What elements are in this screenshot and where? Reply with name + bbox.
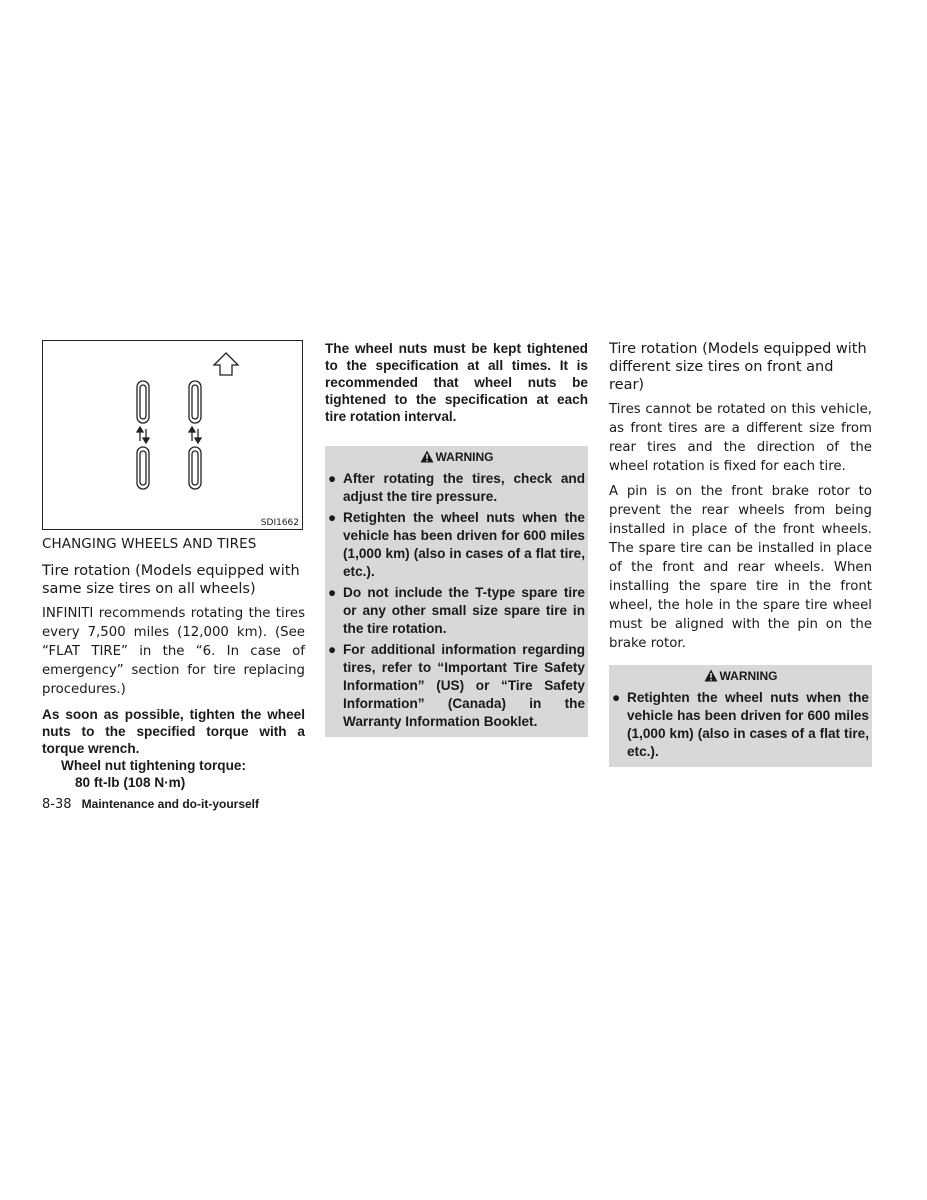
warning-box (325, 446, 588, 737)
tire-rotation-diagram (43, 341, 302, 529)
brake-rotor-pin-text: A pin is on the front brake rotor to prevent the rear wheels from being installed in place of the front wheels. The spare tire can be installed in place of the front and rear wheels. When installing the spare tire in the front wheel, the hole in the spare tire wheel must be aligned with the pin on the brake rotor. (609, 484, 872, 651)
warning-item: ● Do not include the T-type spare tire or any other small size spare tire in the tire rotation. (328, 585, 585, 636)
torque-label: Wheel nut tightening torque: (61, 758, 246, 773)
page-footer (42, 797, 259, 812)
rotation-restriction-text: Tires cannot be rotated on this vehicle, as front tires are a different size from rear tires and the direction of the wheel rotation is fixed for each tire. (609, 402, 872, 474)
tire-icon (189, 447, 201, 489)
tire-icon (137, 447, 149, 489)
warning-title: WARNING (325, 446, 588, 467)
page-number: 8-38 (42, 797, 72, 812)
warning-icon (704, 669, 718, 682)
warning-item: ● After rotating the tires, check and adjust the tire pressure. (328, 471, 585, 504)
subheading-different-size: Tire rotation (Models equipped with different size tires on front and rear) (609, 341, 867, 393)
warning-box (609, 665, 872, 767)
column-1 (42, 340, 305, 791)
warning-title: WARNING (609, 665, 872, 686)
tire-rotation-figure (42, 340, 303, 530)
forward-arrow-icon (214, 353, 238, 375)
warning-item: ● Retighten the wheel nuts when the vehicle has been driven for 600 miles (1,000 km) (also in cases of a flat tire, etc.). (612, 690, 869, 759)
column-2 (325, 340, 588, 737)
figure-code: SDI1662 (260, 518, 299, 528)
torque-instruction: As soon as possible, tighten the wheel nuts to the specified torque with a torque wrench. (42, 707, 305, 756)
nut-tightening-note: The wheel nuts must be kept tightened to the specification at all times. It is recommended that wheel nuts be tightened to the specification at each tire rotation interval. (325, 341, 588, 424)
warning-item: ● For additional information regarding tires, refer to “Important Tire Safety Information” (US) or “Tire Safety Information” (Canada) in the Warranty Information Booklet. (328, 642, 585, 729)
torque-value: 80 ft-lb (108 N·m) (75, 775, 186, 790)
subheading-same-size: Tire rotation (Models equipped with same size tires on all wheels) (42, 563, 300, 597)
warning-item: ● Retighten the wheel nuts when the vehicle has been driven for 600 miles (1,000 km) (also in cases of a flat tire, etc.). (328, 510, 585, 579)
warning-icon (420, 450, 434, 463)
section-name: Maintenance and do-it-yourself (81, 797, 260, 811)
tire-icon (189, 381, 201, 423)
column-3 (609, 340, 872, 767)
section-heading: CHANGING WHEELS AND TIRES (42, 536, 257, 552)
rotation-recommendation: INFINITI recommends rotating the tires every 7,500 miles (12,000 km). (See “FLAT TIRE” in the “6. In case of emergency” section for tire replacing procedures.) (42, 606, 305, 697)
rotation-arrows-icon (137, 427, 201, 443)
tire-icon (137, 381, 149, 423)
